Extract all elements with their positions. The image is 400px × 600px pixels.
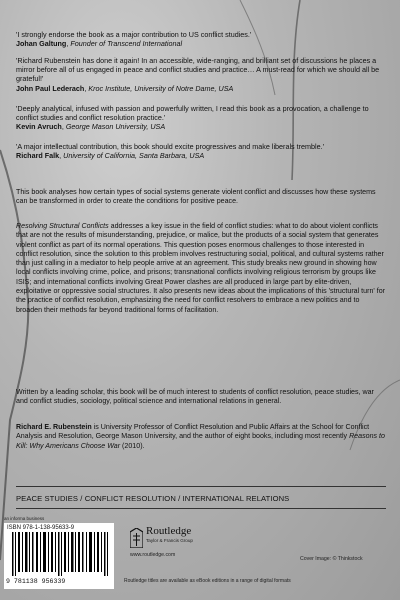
description-audience: Written by a leading scholar, this book will be of much interest to students of conflict resolution, peace studies, war and conflict studies, sociology, political science and international relations in general. [16, 388, 374, 406]
quote-3 [16, 104, 384, 132]
quote-author: Kevin Avruch [16, 122, 62, 132]
description-main-text: addresses a key issue in the field of conflict studies: what to do about violent conflicts that are not the results of misunderstanding, prejudice, or malice, but the products of a social system that generates violent conflict as part of its normal operations. This question poses enormous challenges to those interested in conflict resolution, since the solution to this problem involves restructuring social, political, and cultural systems rather than just calling in a mediator to help people arrive at an agreement. This study breaks new ground in showing how local conflicts involving crime, police, and prisons; transnational conflicts involving religious terrorism by groups like ISIS; and international conflicts involving Great Power clashes are all produced in large part by elite-driven, exploitative or oppressive social structures. It also presents new ideas about the implications of this 'structural turn' for the practice of conflict resolution, emphasizing the need for conflict resolvers to embrace a new politics and to broaden their methods far beyond traditional forms of facilitation. [16, 222, 385, 314]
bio-text-2: (2010). [120, 441, 145, 450]
author-bio [16, 423, 386, 451]
quote-text: 'Deeply analytical, infused with passion and powerfully written, I read this book as a provocation, a challenge to conflict studies and conflict resolution practice.' [16, 104, 369, 123]
quote-separator: , [59, 151, 64, 161]
quote-text: 'A major intellectual contribution, this book should excite progressives and make liberals tremble.' [16, 142, 324, 151]
quote-author: John Paul Lederach [16, 83, 85, 93]
publisher-group: Taylor & Francis Group [146, 538, 193, 543]
quote-author: Richard Falk [16, 151, 60, 161]
cover-credit: Cover Image: © Thinkstock [300, 556, 363, 562]
quote-affiliation: Founder of Transcend International [70, 39, 183, 49]
routledge-logo-icon [130, 528, 143, 548]
subject-categories: PEACE STUDIES / CONFLICT RESOLUTION / INTERNATIONAL RELATIONS [16, 494, 290, 503]
quote-4 [16, 142, 384, 160]
quote-2 [16, 56, 384, 93]
quote-text: 'I strongly endorse the book as a major contribution to US conflict studies.' [16, 30, 252, 39]
barcode-digits: 9 781138 956339 [6, 578, 66, 585]
quote-separator: , [66, 39, 71, 49]
description-intro: This book analyses how certain types of social systems generate violent conflict and discusses how these systems can be transformed in order to create the conditions for positive peace. [16, 188, 376, 206]
quote-text: 'Richard Rubenstein has done it again! In an accessible, wide-ranging, and brilliant set of discussions he places a mirror before all of us engaged in peace and conflict studies and practice… A must-read for which we should all be grateful!' [16, 56, 380, 84]
author-name: Richard E. Rubenstein [16, 423, 92, 431]
quote-author: Johan Galtung [16, 39, 67, 49]
isbn: ISBN 978-1-138-95633-9 [7, 525, 75, 531]
quote-affiliation: George Mason University, USA [65, 122, 166, 132]
quote-separator: , [84, 83, 89, 93]
quote-separator: , [61, 122, 66, 132]
publisher-name: Routledge [146, 525, 192, 537]
barcode-panel [4, 523, 114, 589]
bio-text-1: is University Professor of Conflict Resolution and Public Affairs at the School for Conflict Analysis and Resolution, George Mason University, and the author of eight books, including most recently [16, 423, 370, 441]
recent-book-title: Reasons to Kill: Why Americans Choose War [16, 432, 385, 450]
book-title: Resolving Structural Conflicts [16, 222, 109, 230]
ebook-note: Routledge titles are available as eBook editions in a range of digital formats [124, 578, 291, 584]
informa-tagline: an informa business [4, 516, 45, 521]
divider-bottom [16, 508, 386, 509]
description-main [16, 222, 386, 315]
quote-affiliation: University of California, Santa Barbara, USA [63, 151, 205, 161]
quote-1 [16, 30, 384, 48]
barcode-icon [12, 532, 110, 576]
publisher-url[interactable]: www.routledge.com [130, 552, 176, 558]
quote-affiliation: Kroc Institute, University of Notre Dame, USA [88, 83, 234, 93]
divider-top [16, 486, 386, 487]
